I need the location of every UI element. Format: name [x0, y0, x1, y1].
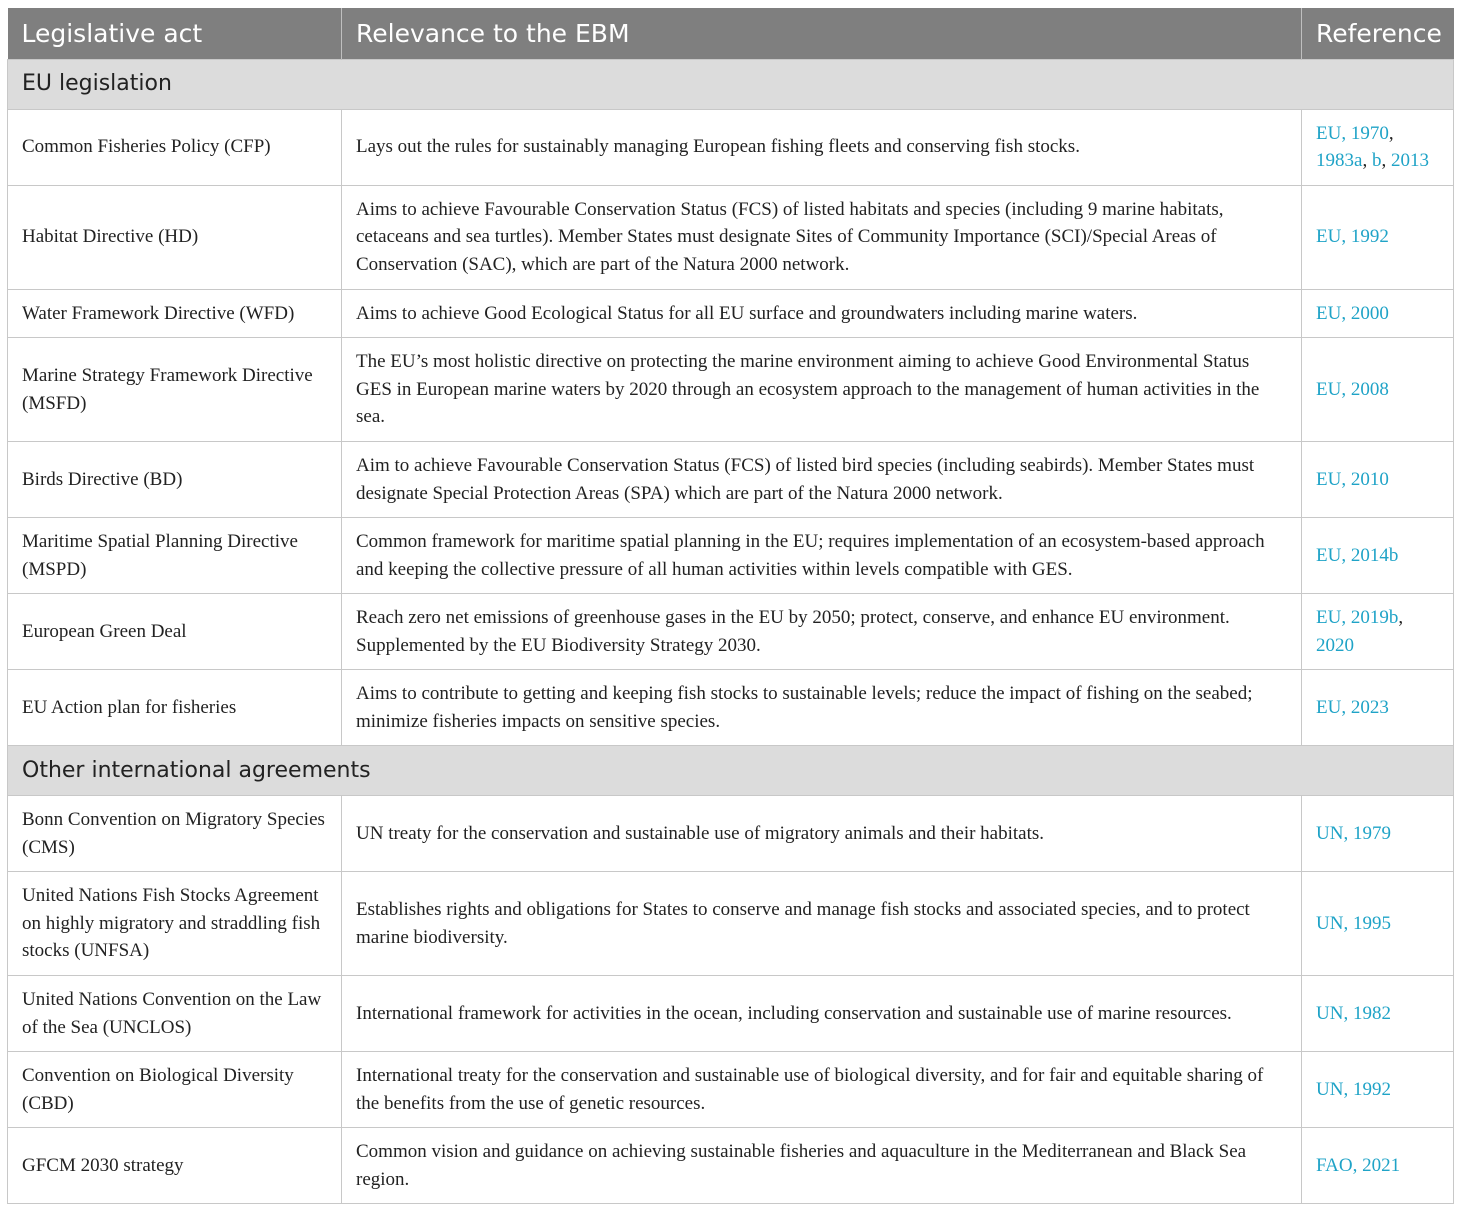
section-row	[8, 746, 1454, 796]
table-row	[8, 109, 1454, 185]
act-cell: Birds Directive (BD)	[8, 442, 342, 518]
reference-cell	[1302, 289, 1454, 338]
reference-cell	[1302, 1128, 1454, 1204]
table-row	[8, 976, 1454, 1052]
act-cell: Water Framework Directive (WFD)	[8, 289, 342, 338]
act-cell: GFCM 2030 strategy	[8, 1128, 342, 1204]
reference-cell	[1302, 670, 1454, 746]
reference-cell: EU, 1970, 1983a, b, 2013	[1302, 109, 1454, 185]
table-row	[8, 442, 1454, 518]
relevance-cell: Lays out the rules for sustainably managing European fishing fleets and conserving fish stocks.	[342, 109, 1302, 185]
section-title: EU legislation	[8, 59, 1454, 109]
reference-link[interactable]: EU, 2008	[1316, 378, 1389, 400]
reference-link[interactable]: UN, 1982	[1316, 1002, 1391, 1024]
act-cell: United Nations Fish Stocks Agreement on highly migratory and straddling fish stocks (UNFSA)	[8, 872, 342, 976]
relevance-cell: Common vision and guidance on achieving sustainable fisheries and aquaculture in the Mediterranean and Black Sea region.	[342, 1128, 1302, 1204]
reference-link[interactable]: EU, 1992	[1316, 226, 1389, 248]
act-cell: Convention on Biological Diversity (CBD)	[8, 1052, 342, 1128]
act-cell: European Green Deal	[8, 594, 342, 670]
table-row	[8, 872, 1454, 976]
table-row	[8, 594, 1454, 670]
reference-cell	[1302, 442, 1454, 518]
reference-link[interactable]: EU, 2019b	[1316, 607, 1399, 628]
reference-cell	[1302, 796, 1454, 872]
reference-cell	[1302, 976, 1454, 1052]
table-row	[8, 185, 1454, 289]
act-cell: Marine Strategy Framework Directive (MSFD)	[8, 338, 342, 442]
relevance-cell: The EU’s most holistic directive on protecting the marine environment aiming to achieve Good Environmental Status GES in European marine waters by 2020 through an ecosystem approach to the management of human activities in the sea.	[342, 338, 1302, 442]
act-cell: Maritime Spatial Planning Directive (MSPD)	[8, 518, 342, 594]
relevance-cell: Aim to achieve Favourable Conservation Status (FCS) of listed bird species (including seabirds). Member States must designate Special Protection Areas (SPA) which are part of the Natura 2000 network.	[342, 442, 1302, 518]
reference-link[interactable]: EU, 2014b	[1316, 544, 1399, 566]
legislation-table-container	[7, 8, 1453, 1204]
act-cell: Habitat Directive (HD)	[8, 185, 342, 289]
table-row	[8, 670, 1454, 746]
reference-link[interactable]: UN, 1995	[1316, 912, 1391, 934]
reference-cell: EU, 2019b, 2020	[1302, 594, 1454, 670]
relevance-cell: Common framework for maritime spatial planning in the EU; requires implementation of an ecosystem-based approach and keeping the collective pressure of all human activities within levels compatible with GES.	[342, 518, 1302, 594]
table-row	[8, 338, 1454, 442]
reference-link[interactable]: EU, 2023	[1316, 696, 1389, 718]
header-row	[8, 8, 1454, 59]
act-cell: Bonn Convention on Migratory Species (CMS)	[8, 796, 342, 872]
reference-link[interactable]: EU, 2000	[1316, 302, 1389, 324]
relevance-cell: Aims to contribute to getting and keeping fish stocks to sustainable levels; reduce the impact of fishing on the seabed; minimize fisheries impacts on sensitive species.	[342, 670, 1302, 746]
reference-link[interactable]: 2013	[1390, 150, 1429, 171]
header-legislative-act: Legislative act	[8, 8, 342, 59]
reference-link[interactable]: EU, 2010	[1316, 468, 1389, 490]
table-row	[8, 796, 1454, 872]
relevance-cell: Establishes rights and obligations for States to conserve and manage fish stocks and associated species, and to protect marine biodiversity.	[342, 872, 1302, 976]
reference-link[interactable]: UN, 1992	[1316, 1078, 1391, 1100]
section-row	[8, 59, 1454, 109]
reference-cell	[1302, 872, 1454, 976]
relevance-cell: International framework for activities in the ocean, including conservation and sustainable use of marine resources.	[342, 976, 1302, 1052]
act-cell: EU Action plan for fisheries	[8, 670, 342, 746]
header-reference: Reference	[1302, 8, 1454, 59]
legislation-table	[7, 8, 1454, 1204]
act-cell: United Nations Convention on the Law of the Sea (UNCLOS)	[8, 976, 342, 1052]
relevance-cell: International treaty for the conservation and sustainable use of biological diversity, and for fair and equitable sharing of the benefits from the use of genetic resources.	[342, 1052, 1302, 1128]
reference-cell	[1302, 1052, 1454, 1128]
reference-cell	[1302, 338, 1454, 442]
reference-link[interactable]: 1983a	[1316, 150, 1363, 171]
relevance-cell: UN treaty for the conservation and sustainable use of migratory animals and their habitats.	[342, 796, 1302, 872]
table-row	[8, 289, 1454, 338]
reference-cell	[1302, 518, 1454, 594]
reference-link[interactable]: FAO, 2021	[1316, 1154, 1401, 1176]
reference-link[interactable]: EU, 1970	[1316, 122, 1389, 144]
header-relevance: Relevance to the EBM	[342, 8, 1302, 59]
reference-link[interactable]: 2020	[1316, 634, 1354, 656]
act-cell: Common Fisheries Policy (CFP)	[8, 109, 342, 185]
relevance-cell: Reach zero net emissions of greenhouse gases in the EU by 2050; protect, conserve, and enhance EU environment. Supplemented by the EU Biodiversity Strategy 2030.	[342, 594, 1302, 670]
table-row	[8, 518, 1454, 594]
section-title: Other international agreements	[8, 746, 1454, 796]
relevance-cell: Aims to achieve Favourable Conservation Status (FCS) of listed habitats and species (including 9 marine habitats, cetaceans and sea turtles). Member States must designate Sites of Community Importance (SCI)/Special Areas of Conservation (SAC), which are part of the Natura 2000 network.	[342, 185, 1302, 289]
table-row	[8, 1052, 1454, 1128]
table-row	[8, 1128, 1454, 1204]
reference-link[interactable]: UN, 1979	[1316, 822, 1391, 844]
relevance-cell: Aims to achieve Good Ecological Status for all EU surface and groundwaters including marine waters.	[342, 289, 1302, 338]
reference-link[interactable]: b	[1371, 150, 1382, 171]
reference-cell	[1302, 185, 1454, 289]
